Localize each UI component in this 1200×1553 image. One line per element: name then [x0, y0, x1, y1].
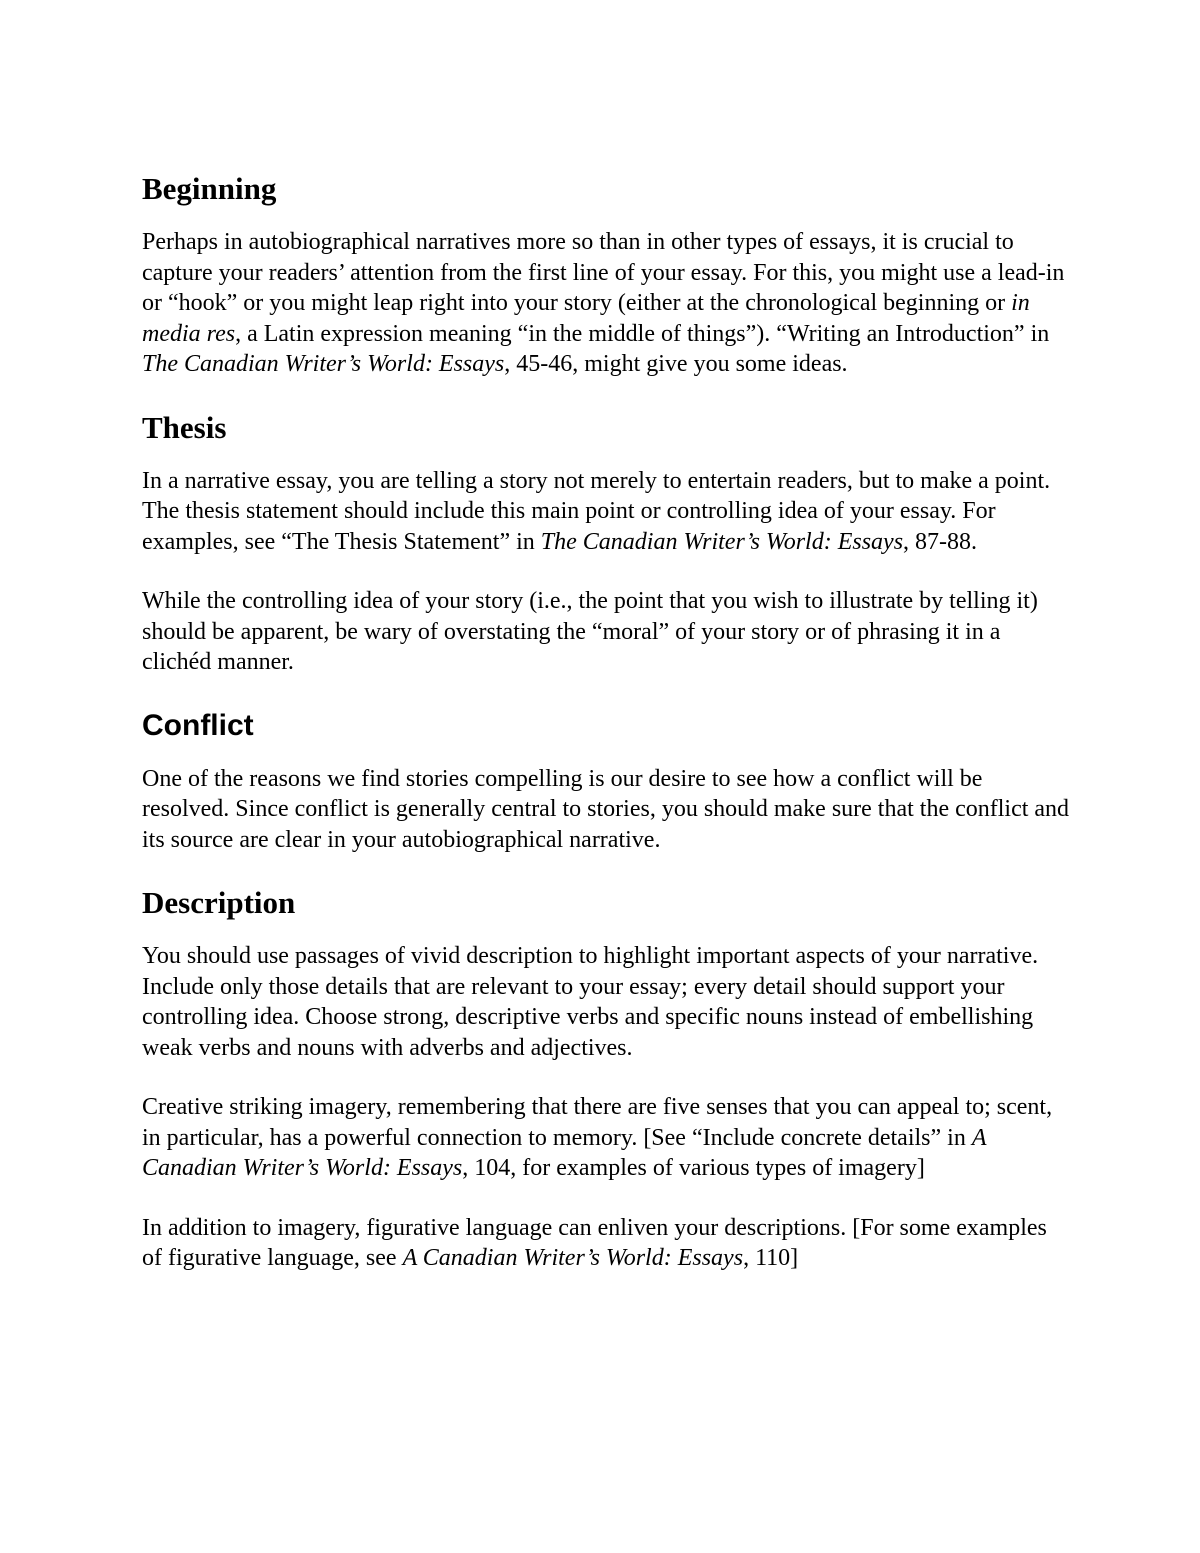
- section-conflict: [142, 707, 1072, 856]
- text-run: , 45-46, might give you some ideas.: [504, 351, 848, 377]
- paragraph: [142, 1213, 1072, 1274]
- text-run: Perhaps in autobiographical narratives more so than in other types of essays, it is crucial to capture your readers’ attention from the first line of your essay. For this, you might use a lead-in or “hook” or you might leap right into your story (either at the chronological beginning or: [142, 229, 1065, 316]
- paragraph: [142, 941, 1072, 1063]
- text-run: , 87-88.: [903, 528, 978, 555]
- text-run: In addition to imagery, figurative language can enliven your descriptions. [For some examples of figurative language, see: [142, 1214, 1047, 1271]
- book-title: The Canadian Writer’s World: Essays: [540, 528, 904, 555]
- paragraph: [142, 227, 1072, 380]
- paragraph: [142, 586, 1072, 678]
- section-heading: Conflict: [142, 708, 254, 742]
- italic-term: in media res: [142, 290, 1030, 347]
- document-page: [142, 170, 1072, 1303]
- section-heading: Description: [142, 885, 296, 920]
- text-run: In a narrative essay, you are telling a story not merely to entertain readers, but to make a point. The thesis statement should include this main point or controlling idea of your essay. For examples, see “The Thesis Statement” in: [142, 467, 1051, 555]
- text-run: , a Latin expression meaning “in the middle of things”). “Writing an Introduction” in: [235, 320, 1050, 347]
- paragraph: [142, 466, 1072, 558]
- paragraph: [142, 1092, 1072, 1184]
- text-run: While the controlling idea of your story (i.e., the point that you wish to illustrate by telling it) should be apparent, be wary of overstating the “moral” of your story or of phrasing it in a clichéd manner.: [142, 588, 1038, 675]
- text-run: , 110]: [743, 1245, 799, 1271]
- text-run: One of the reasons we find stories compelling is our desire to see how a conflict will be resolved. Since conflict is generally central to stories, you should make sure that the conflict and its source are clear in your autobiographical narrative.: [142, 765, 1070, 853]
- section-heading: Thesis: [142, 409, 227, 445]
- book-title: The Canadian Writer’s World: Essays: [142, 351, 505, 377]
- book-title: A Canadian Writer’s World: Essays: [142, 1124, 987, 1181]
- book-title: A Canadian Writer’s World: Essays: [402, 1245, 744, 1271]
- section-beginning: [142, 170, 1072, 380]
- section-description: [142, 884, 1072, 1274]
- text-run: Creative striking imagery, remembering that there are five senses that you can appeal to; scent, in particular, has a powerful connection to memory. [See “Include concrete details” in: [142, 1094, 1053, 1151]
- section-heading: Beginning: [142, 171, 277, 206]
- paragraph: [142, 764, 1072, 856]
- section-thesis: [142, 409, 1072, 678]
- text-run: , 104, for examples of various types of imagery]: [462, 1155, 925, 1181]
- text-run: You should use passages of vivid description to highlight important aspects of your narrative. Include only those details that are relevant to your essay; every detail should support your controlling idea. Choose strong, descriptive verbs and specific nouns instead of embellishing weak verbs and nouns with adverbs and adjectives.: [142, 943, 1039, 1061]
